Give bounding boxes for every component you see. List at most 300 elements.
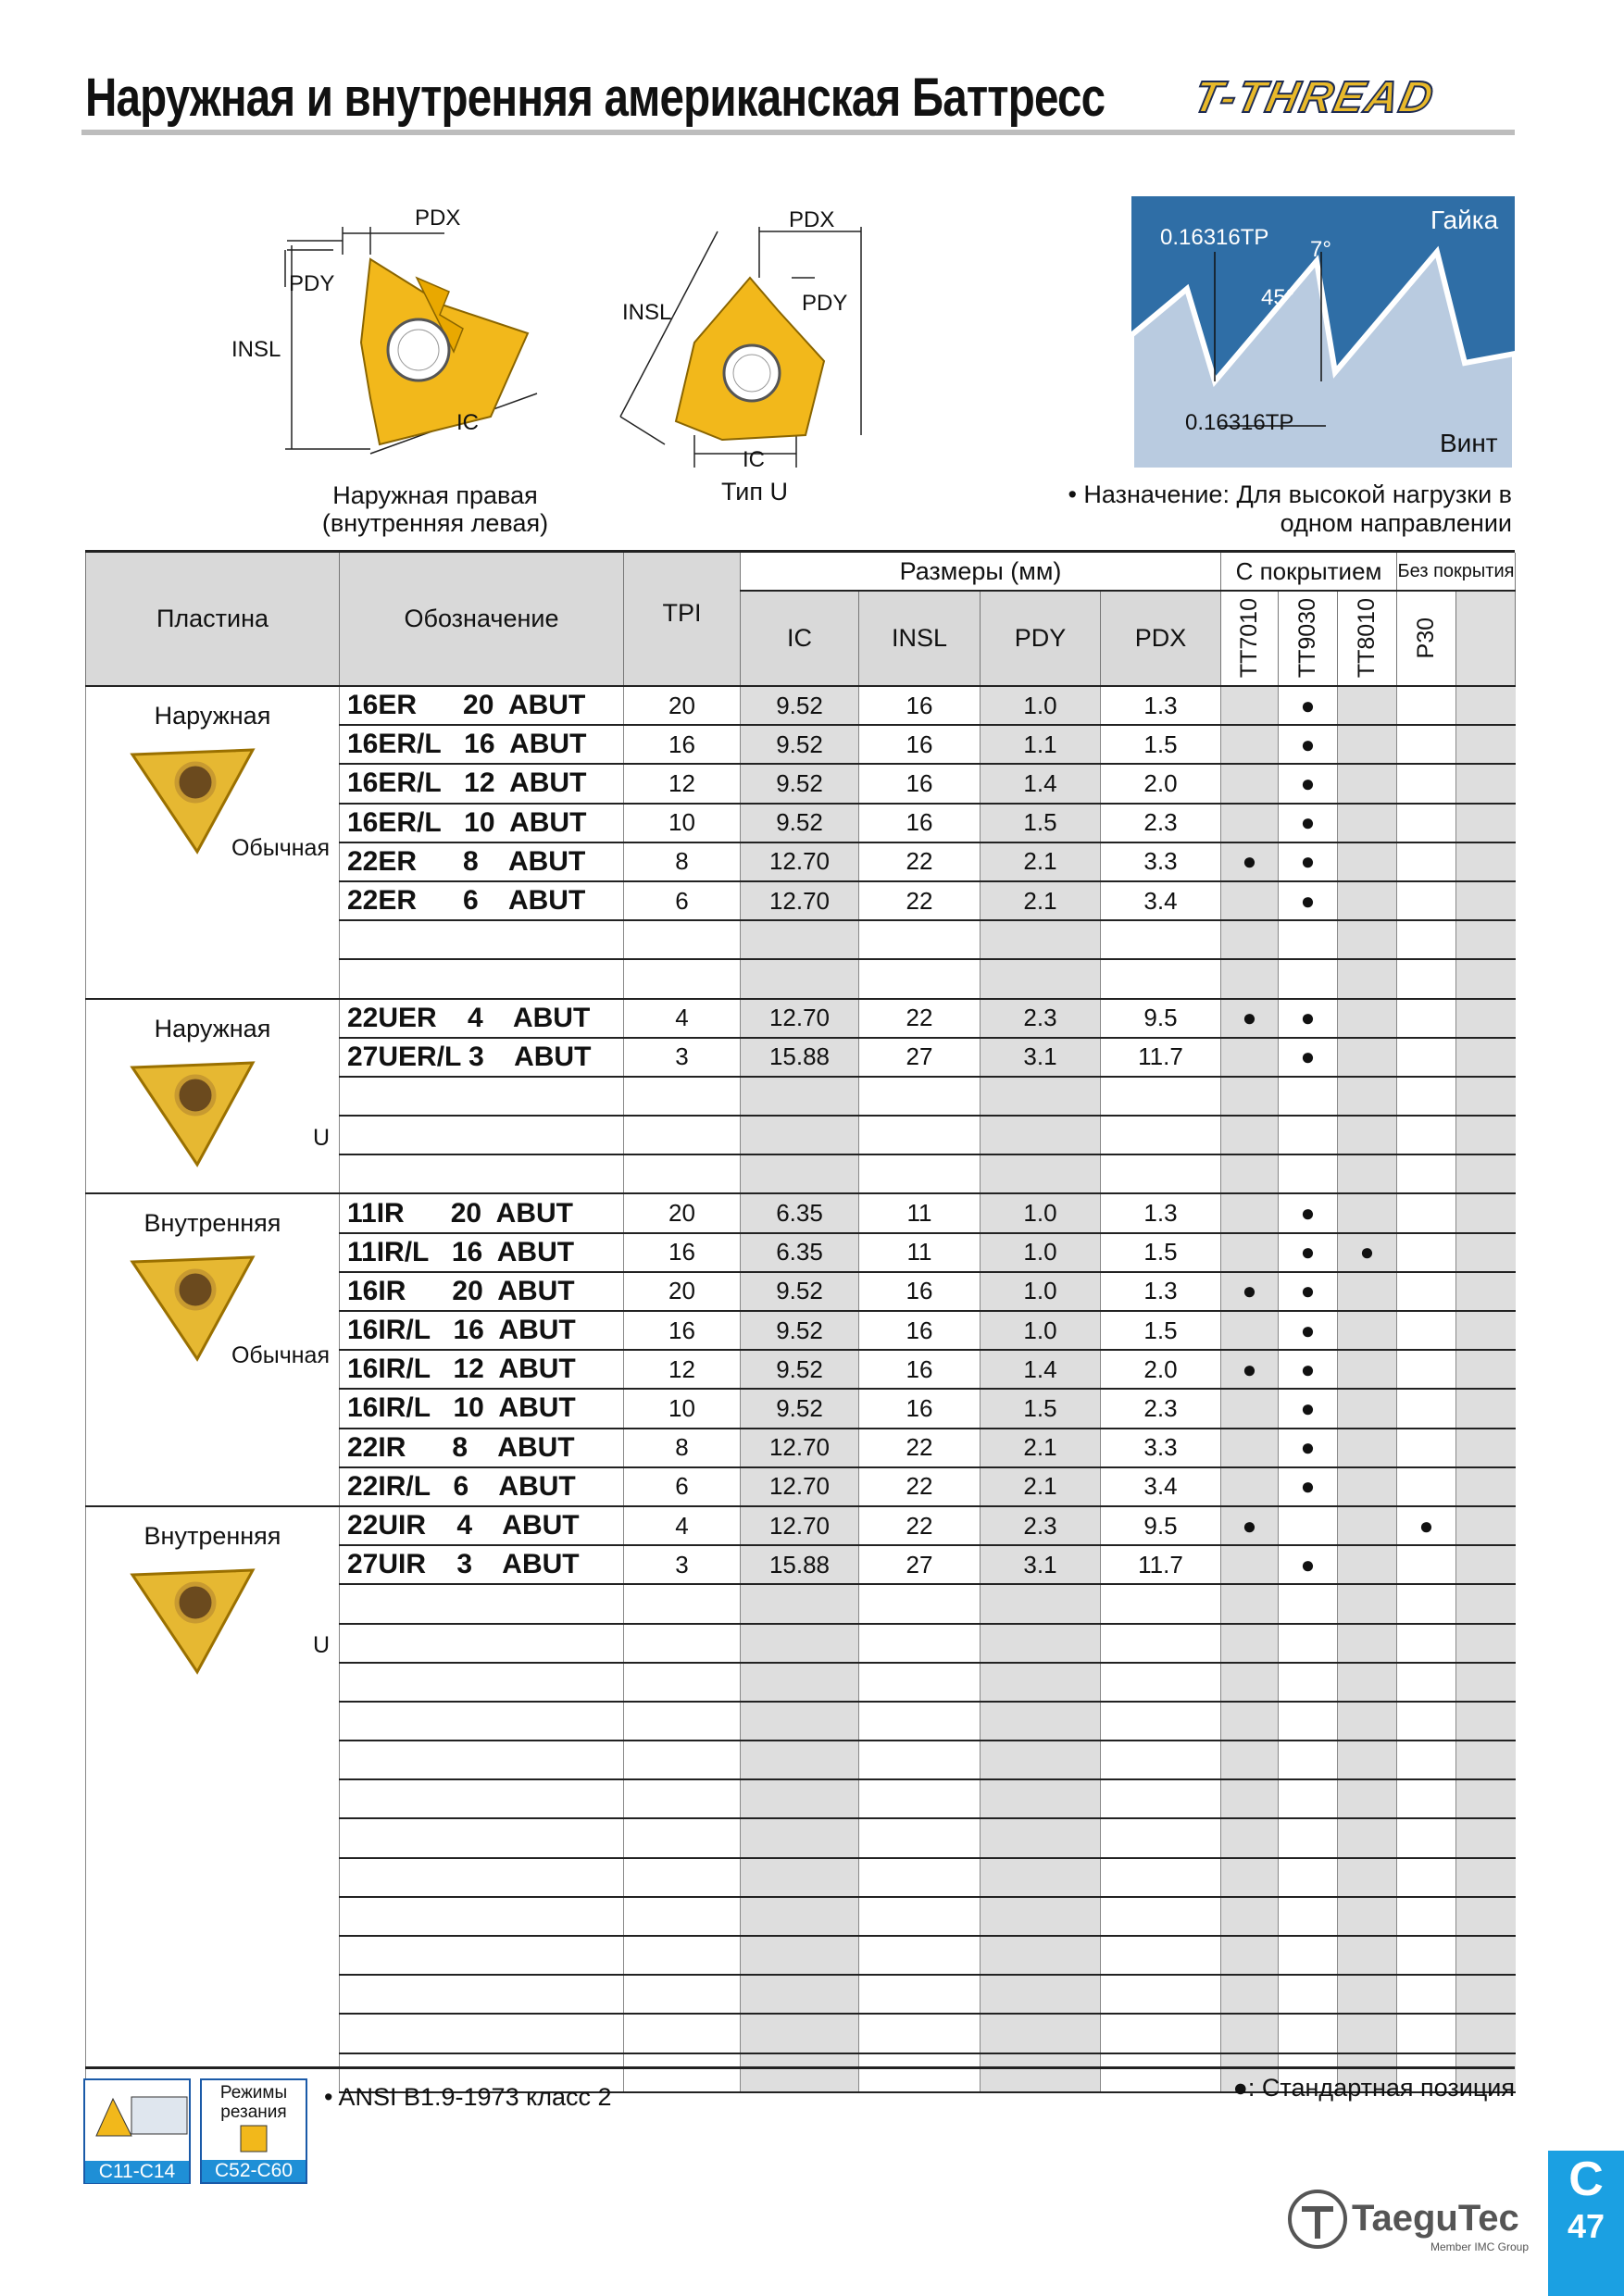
cell-t7	[1221, 686, 1279, 725]
cell-pdx: 3.4	[1101, 1467, 1221, 1506]
cell-pdx: 3.3	[1101, 842, 1221, 881]
empty-cell	[1456, 1897, 1516, 1936]
cell-ic: 12.70	[741, 1506, 859, 1545]
cell-tpi: 8	[624, 842, 741, 881]
page-number: 47	[1567, 2207, 1605, 2245]
empty-cell	[741, 1779, 859, 1818]
empty-cell	[624, 1936, 741, 1975]
cell-p	[1397, 1233, 1456, 1272]
cell-t9: ●	[1279, 1429, 1338, 1467]
cell-t7: ●	[1221, 842, 1279, 881]
empty-cell	[624, 1779, 741, 1818]
insert-image-cell	[86, 686, 340, 999]
empty-cell	[741, 1936, 859, 1975]
type-u-insert-diagram	[611, 204, 889, 481]
cell-t7	[1221, 804, 1279, 842]
empty-cell	[859, 1858, 981, 1897]
empty-cell	[1279, 1741, 1338, 1779]
designation-cell: 16ER/L 12 ABUT	[340, 764, 624, 803]
empty-cell	[859, 1936, 981, 1975]
cell-t9: ●	[1279, 999, 1338, 1038]
empty-cell	[859, 2053, 981, 2092]
empty-cell	[624, 1975, 741, 2014]
empty-cell	[1101, 1779, 1221, 1818]
designation-cell: 16IR/L 16 ABUT	[340, 1311, 624, 1350]
cell-t8	[1338, 1311, 1397, 1350]
empty-cell	[741, 1584, 859, 1623]
u-dim-pdx-label: PDX	[789, 207, 835, 232]
cell-ic: 12.70	[741, 999, 859, 1038]
col-tpi-header: TPI	[624, 553, 741, 686]
empty-cell	[340, 1077, 624, 1116]
empty-cell	[1456, 1858, 1516, 1897]
empty-cell	[1279, 1077, 1338, 1116]
empty-cell	[340, 959, 624, 998]
empty-cell	[1397, 1154, 1456, 1193]
cell-insl: 11	[859, 1233, 981, 1272]
empty-cell	[1221, 1858, 1279, 1897]
empty-cell	[981, 1663, 1101, 1702]
page-title: Наружная и внутренняя американская Баттресс	[85, 68, 1106, 128]
empty-cell	[1456, 1154, 1516, 1193]
cell-pdy: 1.0	[981, 1193, 1101, 1232]
cell-pdx: 1.3	[1101, 686, 1221, 725]
cell-ic: 12.70	[741, 1467, 859, 1506]
empty-cell	[1456, 764, 1516, 803]
col-spare-header	[1456, 591, 1516, 686]
empty-cell	[859, 1663, 981, 1702]
empty-cell	[859, 920, 981, 959]
cell-ic: 9.52	[741, 1272, 859, 1311]
cell-p	[1397, 1272, 1456, 1311]
col-tt7010-header: TT7010	[1236, 598, 1262, 679]
cell-t7: ●	[1221, 1350, 1279, 1389]
empty-cell	[340, 1975, 624, 2014]
empty-cell	[1397, 1897, 1456, 1936]
cell-insl: 11	[859, 1193, 981, 1232]
cell-t9: ●	[1279, 842, 1338, 881]
cell-p	[1397, 725, 1456, 764]
cell-ic: 6.35	[741, 1233, 859, 1272]
cell-t9: ●	[1279, 1272, 1338, 1311]
empty-cell	[1279, 2014, 1338, 2053]
empty-cell	[1338, 959, 1397, 998]
empty-cell	[624, 1584, 741, 1623]
empty-cell	[1338, 1663, 1397, 1702]
cell-ic: 9.52	[741, 1389, 859, 1428]
empty-cell	[1338, 1741, 1397, 1779]
cell-tpi: 20	[624, 1193, 741, 1232]
cell-t8	[1338, 764, 1397, 803]
cell-p	[1397, 881, 1456, 920]
cell-ic: 9.52	[741, 804, 859, 842]
table-body	[86, 686, 1516, 2092]
empty-cell	[1397, 1858, 1456, 1897]
title-rule	[81, 130, 1515, 135]
cell-t8: ●	[1338, 1233, 1397, 1272]
cell-t9: ●	[1279, 764, 1338, 803]
empty-cell	[1221, 1663, 1279, 1702]
empty-cell	[1221, 1154, 1279, 1193]
cell-t8	[1338, 1506, 1397, 1545]
empty-cell	[1456, 1467, 1516, 1506]
designation-cell: 16IR/L 12 ABUT	[340, 1350, 624, 1389]
empty-cell	[1456, 1975, 1516, 2014]
taegutec-logo: TaeguTec	[1352, 2198, 1519, 2239]
cell-t8	[1338, 804, 1397, 842]
cell-ic: 15.88	[741, 1038, 859, 1077]
empty-cell	[741, 1702, 859, 1741]
empty-cell	[981, 2053, 1101, 2092]
cell-insl: 22	[859, 1467, 981, 1506]
empty-cell	[859, 1779, 981, 1818]
empty-cell	[1397, 1818, 1456, 1857]
brand-logo: T-THREAD	[1189, 73, 1440, 122]
designation-cell: 22UIR 4 ABUT	[340, 1506, 624, 1545]
designation-cell: 22ER 6 ABUT	[340, 881, 624, 920]
cell-tpi: 20	[624, 686, 741, 725]
cell-ic: 9.52	[741, 1311, 859, 1350]
designation-cell: 16IR/L 10 ABUT	[340, 1389, 624, 1428]
cell-p: ●	[1397, 1506, 1456, 1545]
dim-insl-label: INSL	[231, 337, 281, 362]
cell-t8	[1338, 686, 1397, 725]
empty-cell	[859, 959, 981, 998]
empty-cell	[741, 1975, 859, 2014]
empty-cell	[1221, 1741, 1279, 1779]
empty-cell	[859, 1116, 981, 1154]
empty-cell	[1279, 1663, 1338, 1702]
empty-cell	[624, 2014, 741, 2053]
holder-ref-box[interactable]	[83, 2078, 191, 2184]
empty-cell	[859, 1154, 981, 1193]
empty-cell	[1101, 1897, 1221, 1936]
col-designation-header: Обозначение	[340, 553, 624, 686]
cell-t9: ●	[1279, 1311, 1338, 1350]
empty-cell	[1456, 804, 1516, 842]
cell-pdy: 1.4	[981, 1350, 1101, 1389]
cell-pdy: 1.0	[981, 1233, 1101, 1272]
insert-kind-label: Наружная	[154, 1014, 271, 1042]
empty-cell	[1456, 881, 1516, 920]
taegutec-emblem-icon	[1285, 2187, 1350, 2252]
empty-cell	[1101, 1077, 1221, 1116]
cell-t9	[1279, 1506, 1338, 1545]
insert-kind-label: Внутренняя	[144, 1209, 281, 1238]
empty-cell	[741, 1897, 859, 1936]
angle-7-label: 7°	[1310, 237, 1331, 262]
empty-cell	[1221, 959, 1279, 998]
empty-cell	[981, 1975, 1101, 2014]
insert-type-label: Обычная	[231, 835, 330, 861]
cell-t9: ●	[1279, 1038, 1338, 1077]
cell-insl: 22	[859, 1429, 981, 1467]
empty-cell	[1101, 1702, 1221, 1741]
empty-cell	[1338, 1897, 1397, 1936]
diagram-caption-middle: Тип U	[720, 478, 788, 505]
empty-cell	[1456, 1545, 1516, 1584]
empty-cell	[1397, 1741, 1456, 1779]
empty-cell	[1397, 1624, 1456, 1663]
empty-cell	[624, 1897, 741, 1936]
application-note	[1000, 480, 1512, 538]
cell-insl: 27	[859, 1545, 981, 1584]
empty-cell	[1338, 1858, 1397, 1897]
empty-cell	[1101, 959, 1221, 998]
cell-t7	[1221, 1193, 1279, 1232]
cell-insl: 16	[859, 1389, 981, 1428]
empty-cell	[1101, 1584, 1221, 1623]
empty-cell	[1456, 1624, 1516, 1663]
angle-45-label: 45°	[1261, 285, 1295, 310]
empty-cell	[1338, 1077, 1397, 1116]
cell-t8	[1338, 725, 1397, 764]
empty-cell	[1456, 2014, 1516, 2053]
empty-cell	[340, 1741, 624, 1779]
col-pdx-header: PDX	[1101, 591, 1221, 686]
col-pdy-header: PDY	[981, 591, 1101, 686]
holder-ref-label: C11-C14	[85, 2161, 189, 2183]
empty-cell	[1456, 1038, 1516, 1077]
insert-type-label: U	[312, 1631, 330, 1658]
empty-cell	[1456, 1818, 1516, 1857]
cell-insl: 27	[859, 1038, 981, 1077]
legend-note: ●: Стандартная позиция	[1232, 2074, 1515, 2102]
empty-cell	[981, 1702, 1101, 1741]
standard-note: • ANSI B1.9-1973 класс 2	[324, 2083, 612, 2111]
empty-cell	[1279, 1858, 1338, 1897]
cell-p	[1397, 1467, 1456, 1506]
cell-t9: ●	[1279, 881, 1338, 920]
empty-cell	[340, 1936, 624, 1975]
empty-cell	[1397, 920, 1456, 959]
empty-cell	[859, 1584, 981, 1623]
table-row	[86, 1506, 1516, 1545]
empty-cell	[624, 1116, 741, 1154]
cell-t7	[1221, 764, 1279, 803]
empty-cell	[981, 1936, 1101, 1975]
empty-cell	[1279, 1584, 1338, 1623]
empty-cell	[1221, 2014, 1279, 2053]
diagram-caption-left	[306, 481, 565, 537]
cell-insl: 22	[859, 842, 981, 881]
cell-t9: ●	[1279, 1350, 1338, 1389]
cell-t7	[1221, 1545, 1279, 1584]
table-row	[86, 1193, 1516, 1232]
cutting-data-title	[202, 2080, 306, 2122]
empty-cell	[859, 1702, 981, 1741]
empty-cell	[741, 1858, 859, 1897]
cell-t7	[1221, 1233, 1279, 1272]
cell-p	[1397, 1545, 1456, 1584]
empty-cell	[741, 1116, 859, 1154]
empty-cell	[340, 1663, 624, 1702]
cell-pdy: 1.5	[981, 1389, 1101, 1428]
toolholder-icon	[85, 2080, 189, 2156]
cell-t7: ●	[1221, 999, 1279, 1038]
empty-cell	[1279, 959, 1338, 998]
col-p30-header: P30	[1413, 618, 1439, 659]
empty-cell	[859, 1624, 981, 1663]
cell-tpi: 6	[624, 1467, 741, 1506]
cell-pdx: 2.0	[1101, 764, 1221, 803]
cell-pdy: 3.1	[981, 1038, 1101, 1077]
cell-tpi: 4	[624, 1506, 741, 1545]
empty-cell	[1279, 1116, 1338, 1154]
cell-pdy: 1.4	[981, 764, 1101, 803]
empty-cell	[981, 920, 1101, 959]
cell-pdx: 2.0	[1101, 1350, 1221, 1389]
designation-cell: 27UIR 3 ABUT	[340, 1545, 624, 1584]
insert-type-label: U	[312, 1124, 330, 1151]
cell-t7: ●	[1221, 1272, 1279, 1311]
cell-insl: 16	[859, 1272, 981, 1311]
insert-spec-table	[85, 553, 1516, 2093]
empty-cell	[1338, 1779, 1397, 1818]
designation-cell: 16ER 20 ABUT	[340, 686, 624, 725]
empty-cell	[741, 2014, 859, 2053]
empty-cell	[741, 959, 859, 998]
designation-cell: 22IR 8 ABUT	[340, 1429, 624, 1467]
empty-cell	[624, 920, 741, 959]
empty-cell	[624, 1702, 741, 1741]
empty-cell	[1101, 1663, 1221, 1702]
cell-pdx: 1.3	[1101, 1193, 1221, 1232]
cell-pdx: 1.3	[1101, 1272, 1221, 1311]
empty-cell	[859, 1741, 981, 1779]
tp-bottom-label: 0.16316TP	[1185, 410, 1294, 435]
cell-t8	[1338, 1350, 1397, 1389]
empty-cell	[741, 1077, 859, 1116]
cell-pdx: 11.7	[1101, 1038, 1221, 1077]
designation-cell: 22IR/L 6 ABUT	[340, 1467, 624, 1506]
insert-type-label: Обычная	[231, 1342, 330, 1369]
coated-group-header: С покрытием	[1221, 553, 1397, 591]
cell-pdy: 2.3	[981, 999, 1101, 1038]
empty-cell	[1456, 1702, 1516, 1741]
empty-cell	[1221, 920, 1279, 959]
empty-cell	[340, 1116, 624, 1154]
cutting-title-1: Режимы	[219, 2083, 288, 2103]
empty-cell	[340, 1858, 624, 1897]
empty-cell	[1397, 1077, 1456, 1116]
cell-tpi: 10	[624, 1389, 741, 1428]
cell-pdy: 1.5	[981, 804, 1101, 842]
empty-cell	[340, 1897, 624, 1936]
u-dim-ic-label: IC	[743, 447, 765, 472]
cell-t8	[1338, 999, 1397, 1038]
cell-t9: ●	[1279, 1545, 1338, 1584]
insert-kind-label: Внутренняя	[144, 1521, 281, 1550]
empty-cell	[1101, 1624, 1221, 1663]
dim-pdx-label: PDX	[415, 206, 461, 231]
empty-cell	[1279, 1818, 1338, 1857]
empty-cell	[1338, 2014, 1397, 2053]
cell-p	[1397, 686, 1456, 725]
designation-cell: 16ER/L 16 ABUT	[340, 725, 624, 764]
empty-cell	[1397, 1936, 1456, 1975]
empty-cell	[1456, 1741, 1516, 1779]
cell-t8	[1338, 842, 1397, 881]
cell-tpi: 3	[624, 1545, 741, 1584]
cell-insl: 16	[859, 1311, 981, 1350]
taegutec-member-label: Member IMC Group	[1430, 2240, 1530, 2253]
empty-cell	[1101, 1858, 1221, 1897]
cell-t7	[1221, 1311, 1279, 1350]
cell-insl: 16	[859, 725, 981, 764]
empty-cell	[624, 1154, 741, 1193]
cell-t8	[1338, 1193, 1397, 1232]
cell-t9: ●	[1279, 1193, 1338, 1232]
cell-ic: 6.35	[741, 1193, 859, 1232]
cell-tpi: 8	[624, 1429, 741, 1467]
cell-t9: ●	[1279, 686, 1338, 725]
cell-pdx: 2.3	[1101, 804, 1221, 842]
cutting-data-ref-label: C52-C60	[202, 2160, 306, 2182]
empty-cell	[1101, 1818, 1221, 1857]
empty-cell	[1456, 1389, 1516, 1428]
empty-cell	[859, 1818, 981, 1857]
cell-t7: ●	[1221, 1506, 1279, 1545]
cell-t9: ●	[1279, 1467, 1338, 1506]
cell-ic: 12.70	[741, 1429, 859, 1467]
empty-cell	[1397, 1779, 1456, 1818]
empty-cell	[1397, 1702, 1456, 1741]
empty-cell	[340, 1624, 624, 1663]
empty-cell	[1456, 842, 1516, 881]
empty-cell	[981, 1116, 1101, 1154]
empty-cell	[340, 1818, 624, 1857]
table-row	[86, 999, 1516, 1038]
cell-pdy: 2.1	[981, 842, 1101, 881]
empty-cell	[1221, 1779, 1279, 1818]
cell-insl: 16	[859, 764, 981, 803]
empty-cell	[741, 920, 859, 959]
cell-t8	[1338, 1389, 1397, 1428]
insert-photo-icon	[123, 1556, 262, 1677]
insert-image-cell	[86, 1193, 340, 1506]
designation-cell: 11IR/L 16 ABUT	[340, 1233, 624, 1272]
cell-insl: 22	[859, 999, 981, 1038]
cell-tpi: 20	[624, 1272, 741, 1311]
cell-ic: 9.52	[741, 1350, 859, 1389]
cell-tpi: 4	[624, 999, 741, 1038]
empty-cell	[1338, 1702, 1397, 1741]
empty-cell	[1101, 1154, 1221, 1193]
cell-insl: 16	[859, 1350, 981, 1389]
empty-cell	[1221, 1584, 1279, 1623]
designation-cell: 11IR 20 ABUT	[340, 1193, 624, 1232]
empty-cell	[859, 1897, 981, 1936]
cell-ic: 15.88	[741, 1545, 859, 1584]
empty-cell	[1456, 1193, 1516, 1232]
empty-cell	[624, 959, 741, 998]
col-tt9030-header: TT9030	[1294, 598, 1320, 679]
empty-cell	[981, 1584, 1101, 1623]
empty-cell	[1221, 1116, 1279, 1154]
empty-cell	[340, 1584, 624, 1623]
empty-cell	[1456, 1936, 1516, 1975]
cell-t8	[1338, 1272, 1397, 1311]
cell-t7	[1221, 725, 1279, 764]
cutting-data-box[interactable]	[200, 2078, 307, 2184]
empty-cell	[1338, 1116, 1397, 1154]
cell-pdy: 1.1	[981, 725, 1101, 764]
insert-icon	[202, 2122, 306, 2155]
cell-pdy: 2.3	[981, 1506, 1101, 1545]
caption-line-1: Наружная правая	[332, 481, 538, 509]
dimensions-group-header: Размеры (мм)	[741, 553, 1221, 591]
